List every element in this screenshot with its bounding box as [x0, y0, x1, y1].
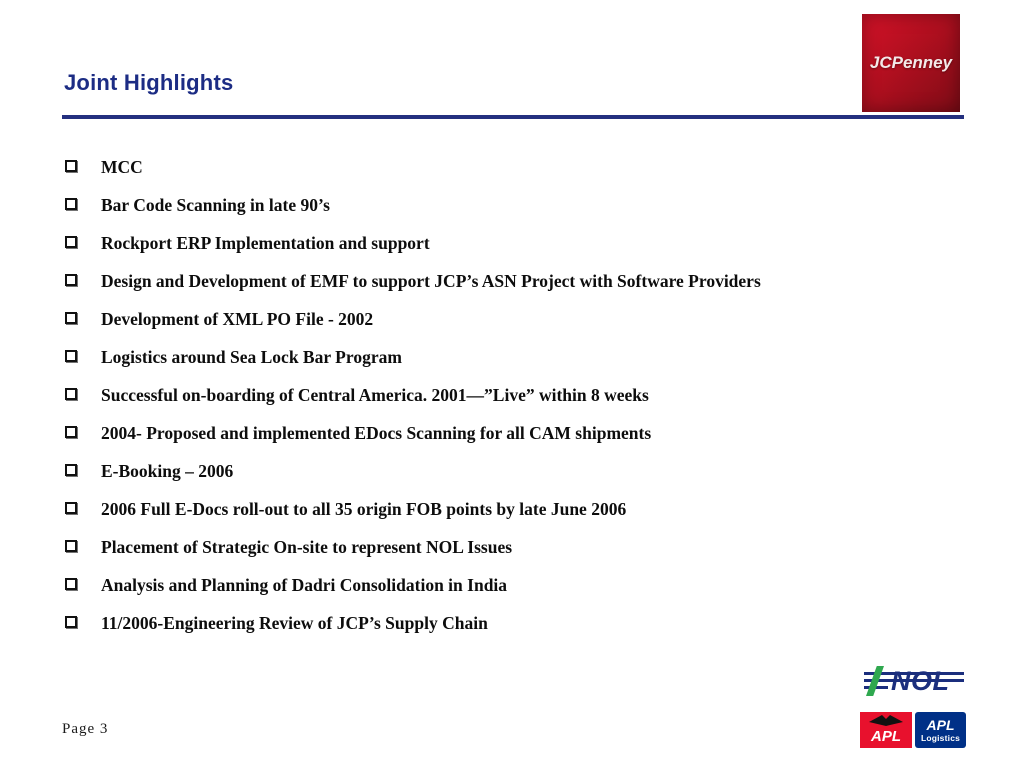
- square-bullet-icon: [65, 540, 77, 552]
- bullet-item: [64, 232, 964, 254]
- nol-symbol-icon: [864, 666, 888, 696]
- bullet-text: 2004- Proposed and implemented EDocs Scanning for all CAM shipments: [101, 423, 652, 443]
- bullet-item: [64, 422, 964, 444]
- bullet-text: E-Booking – 2006: [101, 461, 234, 481]
- square-bullet-icon: [65, 502, 77, 514]
- bullet-item: [64, 536, 964, 558]
- page-title: Joint Highlights: [64, 70, 234, 95]
- square-bullet-icon: [65, 388, 77, 400]
- bullet-item: [64, 384, 964, 406]
- square-bullet-icon: [65, 616, 77, 628]
- bullet-text: 2006 Full E-Docs roll-out to all 35 origin FOB points by late June 2006: [101, 499, 627, 519]
- apl-logo-text: APL: [871, 728, 901, 745]
- bullet-item: [64, 574, 964, 596]
- bullet-text: Analysis and Planning of Dadri Consolidation in India: [101, 575, 508, 595]
- apl-logistics-top-text: APL: [926, 716, 955, 733]
- jcpenney-logo-text: JCPenney: [869, 53, 953, 72]
- jcpenney-logo: [862, 14, 960, 112]
- bullet-text: Bar Code Scanning in late 90’s: [101, 195, 330, 215]
- apl-flag-logo: [860, 712, 912, 748]
- apl-logistics-logo: [915, 712, 966, 748]
- square-bullet-icon: [65, 312, 77, 324]
- bullet-text: Design and Development of EMF to support JCP’s ASN Project with Software Providers: [101, 271, 761, 291]
- apl-eagle-icon: [869, 715, 903, 726]
- bullet-text: Development of XML PO File - 2002: [101, 309, 374, 329]
- bullet-item: [64, 308, 964, 330]
- bullet-item: [64, 346, 964, 368]
- bullet-text: MCC: [101, 157, 143, 177]
- square-bullet-icon: [65, 236, 77, 248]
- apl-logistics-bottom-text: Logistics: [920, 732, 961, 743]
- bullet-item: [64, 498, 964, 520]
- bullet-text: Successful on-boarding of Central America. 2001—”Live” within 8 weeks: [101, 385, 649, 405]
- square-bullet-icon: [65, 198, 77, 210]
- nol-logo-text: NOL: [891, 666, 950, 696]
- title-divider: [62, 115, 964, 119]
- bullet-item: [64, 612, 964, 634]
- square-bullet-icon: [65, 274, 77, 286]
- square-bullet-icon: [65, 578, 77, 590]
- bullet-text: Logistics around Sea Lock Bar Program: [101, 347, 402, 367]
- bullet-text: Placement of Strategic On-site to represent NOL Issues: [101, 537, 513, 557]
- page-number: Page 3: [62, 721, 109, 737]
- square-bullet-icon: [65, 464, 77, 476]
- square-bullet-icon: [65, 160, 77, 172]
- bullet-item: [64, 460, 964, 482]
- bullet-text: Rockport ERP Implementation and support: [101, 233, 430, 253]
- bullet-item: [64, 156, 964, 178]
- bullet-text: 11/2006-Engineering Review of JCP’s Supply Chain: [101, 613, 488, 633]
- bullet-list: [64, 156, 964, 650]
- bullet-item: [64, 194, 964, 216]
- nol-logo: [864, 663, 964, 699]
- bullet-item: [64, 270, 964, 292]
- square-bullet-icon: [65, 426, 77, 438]
- square-bullet-icon: [65, 350, 77, 362]
